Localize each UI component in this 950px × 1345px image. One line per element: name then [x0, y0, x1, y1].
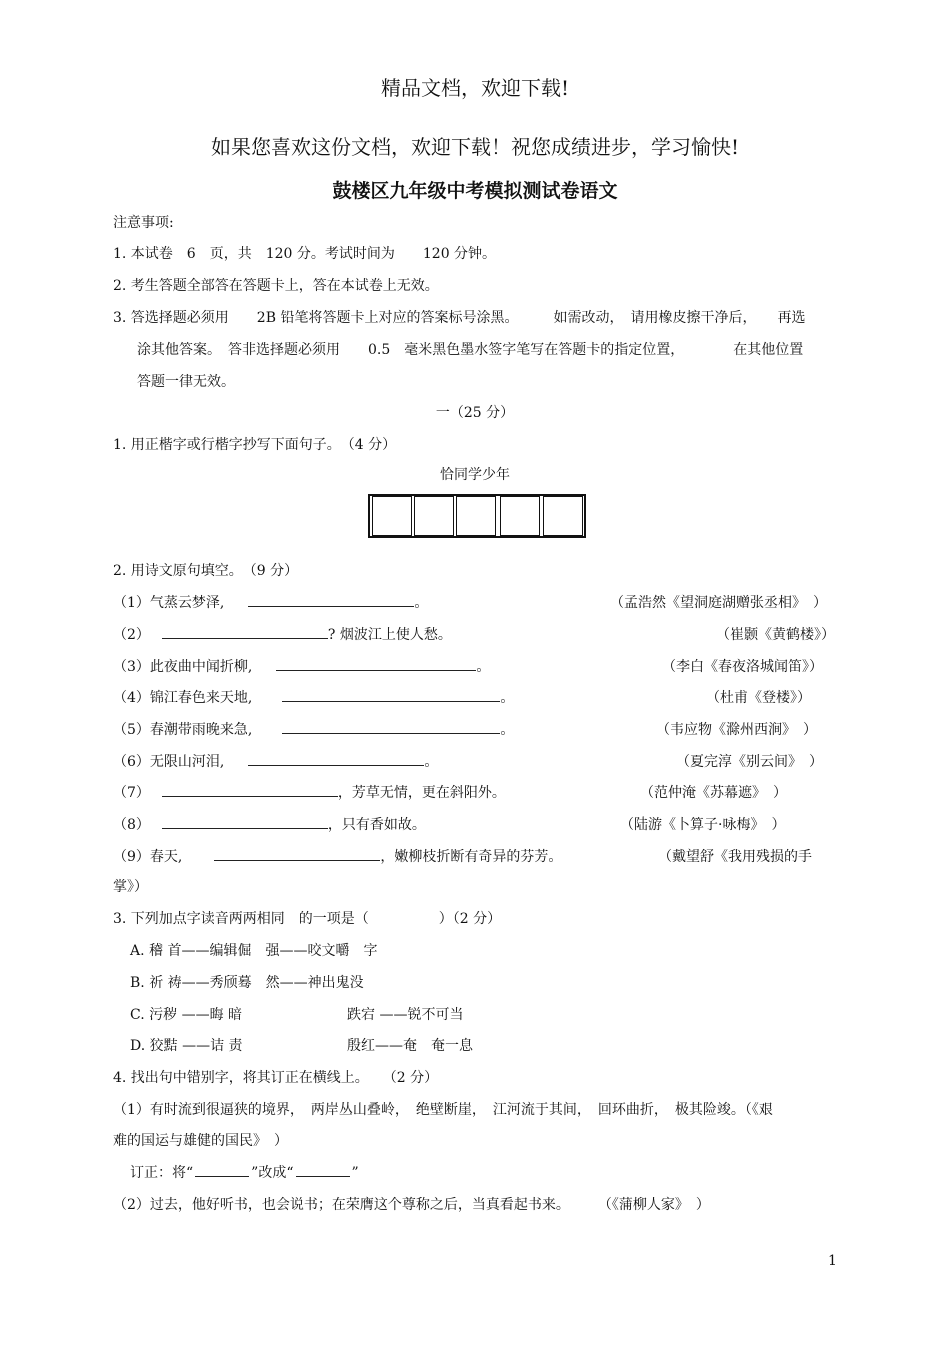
option-d[interactable]: D. 狡黠 ——诘 责: [130, 1038, 243, 1054]
answer-blank[interactable]: [195, 1162, 249, 1177]
writing-box[interactable]: [500, 496, 540, 536]
notice-item-3: 3. 答选择题必须用 2B 铅笔将答题卡上对应的答案标号涂黑。 如需改动， 请用橡皮擦干净后， 再选: [113, 310, 806, 326]
writing-box[interactable]: [372, 496, 412, 536]
q4-item-1-cont: 难的国运与雄健的国民》 ）: [113, 1133, 288, 1149]
fill-item-9: （9）春天, ，嫩柳枝折断有奇异的芬芳。: [113, 846, 562, 866]
fill-item-7-source: （范仲淹《苏幕遮》 ）: [640, 785, 787, 801]
fill-item-8-source: （陆游《卜算子·咏梅》 ）: [620, 817, 786, 833]
answer-blank[interactable]: [248, 592, 414, 607]
q4-item-1: （1）有时流到很逼狭的境界， 两岸丛山叠岭， 绝壁断崖， 江河流于其间， 回环曲折， 极其险竣。（《艰: [113, 1102, 773, 1118]
page-number: 1: [828, 1253, 837, 1269]
fill-item-3: （3）此夜曲中闻折柳, 。: [113, 656, 490, 676]
writing-box[interactable]: [456, 496, 496, 536]
answer-blank[interactable]: [282, 719, 500, 734]
answer-blank[interactable]: [282, 687, 500, 702]
option-c[interactable]: C. 污秽 ——晦 暗: [130, 1007, 243, 1023]
fill-item-1: （1）气蒸云梦泽, 。: [113, 592, 428, 612]
notice-item-2: 2. 考生答题全部答在答题卡上，答在本试卷上无效。: [113, 278, 439, 294]
notice-item-3-end: 答题一律无效。: [137, 374, 235, 390]
section-heading: 一（25 分）: [435, 405, 515, 421]
writing-box[interactable]: [414, 496, 454, 536]
fill-item-2: （2） ? 烟波江上使人愁。: [113, 624, 452, 644]
fill-item-7: （7） ，芳草无情，更在斜阳外。: [113, 782, 506, 802]
writing-box[interactable]: [543, 496, 583, 536]
fill-item-1-source: （孟浩然《望洞庭湖赠张丞相》 ）: [610, 595, 827, 611]
question-2-stem: 2. 用诗文原句填空。 （9 分）: [113, 563, 299, 579]
banner-top: 精品文档，欢迎下载!: [380, 76, 570, 100]
banner-subtitle: 如果您喜欢这份文档，欢迎下载！祝您成绩进步，学习愉快!: [210, 135, 740, 159]
answer-blank[interactable]: [296, 1162, 350, 1177]
fill-item-4-source: （杜甫《登楼》）: [706, 690, 811, 706]
correction-line: 订正：将“ ”改成“ ”: [130, 1162, 359, 1182]
fill-item-9-source-cont: 掌》）: [113, 879, 148, 895]
fill-item-5-source: （韦应物《滁州西涧》 ）: [656, 722, 817, 738]
option-a[interactable]: A. 稽 首——编辑倔 强——咬文嚼 字: [130, 943, 378, 959]
answer-blank[interactable]: [162, 624, 328, 639]
answer-blank[interactable]: [214, 846, 380, 861]
question-1-stem: 1. 用正楷字或行楷字抄写下面句子。 （4 分）: [113, 437, 397, 453]
option-d-part2: 殷红——奄 奄一息: [347, 1038, 473, 1054]
fill-item-4: （4）锦江春色来天地, 。: [113, 687, 514, 707]
option-c-part2: 跌宕 ——锐不可当: [347, 1007, 464, 1023]
q4-item-2: （2）过去，他好听书，也会说书；在荣膺这个尊称之后，当真看起书来。 （《蒲柳人家》 ）: [113, 1197, 710, 1213]
fill-item-3-source: （李白《春夜洛城闻笛》）: [662, 659, 823, 675]
fill-item-6: （6）无限山河泪, 。: [113, 751, 438, 771]
fill-item-5: （5）春潮带雨晚来急, 。: [113, 719, 514, 739]
notice-item-1: 1. 本试卷 6 页，共 120 分。考试时间为 120 分钟。: [113, 246, 497, 262]
answer-blank[interactable]: [162, 782, 338, 797]
option-b[interactable]: B. 祈 祷——秀颀蓦 然——神出鬼没: [130, 975, 364, 991]
fill-item-9-source: （戴望舒《我用残损的手: [658, 849, 812, 865]
fill-item-2-source: （崔颢《黄鹤楼》）: [716, 627, 835, 643]
answer-blank[interactable]: [276, 656, 476, 671]
copy-phrase: 恰同学少年: [440, 467, 510, 483]
notice-item-3-cont: 涂其他答案。 答非选择题必须用 0.5 毫米黑色墨水签字笔写在答题卡的指定位置， 在其他位置: [137, 342, 804, 358]
notice-heading: 注意事项:: [113, 215, 174, 231]
question-3-stem: 3. 下列加点字读音两两相同 的一项是（ ）（2 分）: [113, 911, 502, 927]
answer-blank[interactable]: [248, 751, 424, 766]
fill-item-6-source: （夏完淳《别云间》 ）: [676, 754, 823, 770]
page-title: 鼓楼区九年级中考模拟测试卷语文: [332, 180, 618, 202]
answer-blank[interactable]: [162, 814, 328, 829]
fill-item-8: （8） ，只有香如故。: [113, 814, 426, 834]
question-4-stem: 4. 找出句中错别字，将其订正在横线上。 （2 分）: [113, 1070, 439, 1086]
